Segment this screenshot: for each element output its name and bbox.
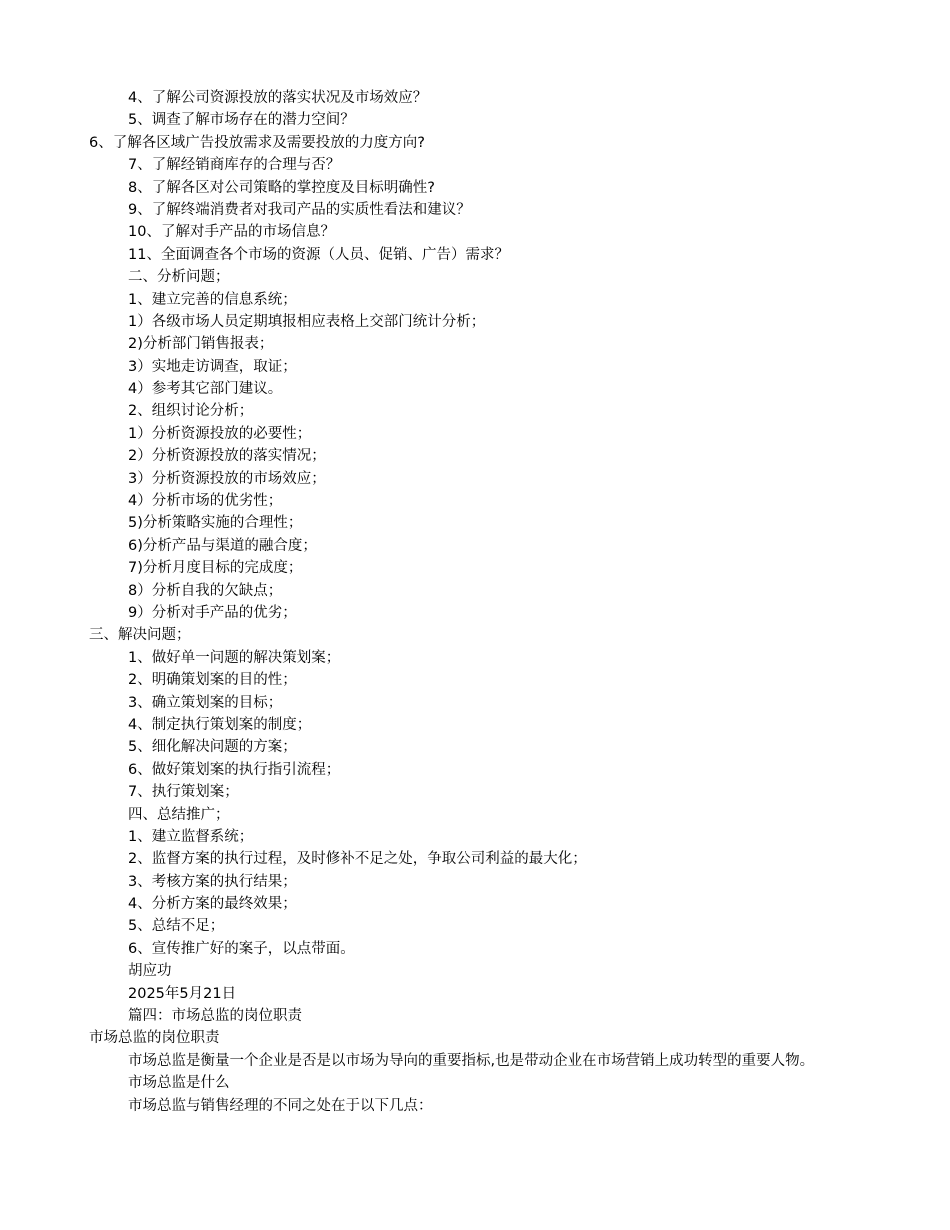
text-line: 7、了解经销商库存的合理与否？	[128, 157, 341, 174]
text-line: 9、了解终端消费者对我司产品的实质性看法和建议？	[128, 201, 471, 218]
paragraph: 市场总监是衡量一个企业是否是以市场为导向的重要指标,也是带动企业在市场营销上成功转型的重要人物。	[128, 1052, 815, 1069]
document-date: 2025年5月21日	[128, 985, 237, 1002]
text-line: 4、了解公司资源投放的落实状况及市场效应？	[128, 90, 428, 106]
text-line: 1）分析资源投放的必要性；	[128, 425, 312, 442]
section-heading: 四、总结推广；	[128, 806, 230, 823]
text-line: 2)分析部门销售报表；	[128, 336, 274, 353]
text-line: 9）分析对手产品的优劣；	[128, 604, 297, 621]
text-line: 5)分析策略实施的合理性；	[128, 515, 303, 532]
text-line: 3、考核方案的执行结果；	[128, 873, 297, 890]
chapter-title: 篇四：市场总监的岗位职责	[128, 1008, 302, 1025]
text-line: 3）分析资源投放的市场效应；	[128, 470, 326, 487]
text-line: 3）实地走访调查，取证；	[128, 358, 297, 375]
text-line: 2、监督方案的执行过程，及时修补不足之处，争取公司利益的最大化；	[128, 851, 587, 868]
text-line: 市场总监是什么	[128, 1075, 230, 1092]
text-line: 1、建立监督系统；	[128, 828, 254, 845]
document-body	[0, 87, 950, 1117]
text-line: 5、总结不足；	[128, 918, 225, 935]
text-line: 6、了解各区域广告投放需求及需要投放的力度方向?	[89, 134, 425, 151]
text-line: 2、明确策划案的目的性；	[128, 672, 297, 689]
text-line: 2、组织讨论分析；	[128, 403, 254, 420]
text-line: 6、做好策划案的执行指引流程；	[128, 761, 341, 778]
text-line: 4、制定执行策划案的制度；	[128, 716, 312, 733]
text-line: 3、确立策划案的目标；	[128, 694, 283, 711]
text-line: 5、细化解决问题的方案；	[128, 739, 297, 756]
text-line: 7、执行策划案；	[128, 784, 239, 801]
text-line: 11、全面调查各个市场的资源（人员、促销、广告）需求？	[128, 246, 509, 263]
text-line: 6、宣传推广好的案子，以点带面。	[128, 940, 355, 957]
section-heading: 三、解决问题；	[89, 627, 191, 644]
text-line: 1、做好单一问题的解决策划案；	[128, 649, 341, 666]
text-line: 4、分析方案的最终效果；	[128, 896, 297, 913]
section-heading: 二、分析问题；	[128, 269, 230, 286]
text-line: 4）分析市场的优劣性；	[128, 493, 283, 510]
text-line: 4）参考其它部门建议。	[128, 381, 283, 398]
text-line: 10、了解对手产品的市场信息？	[128, 224, 335, 241]
text-line: 6)分析产品与渠道的融合度；	[128, 537, 317, 554]
text-line: 1）各级市场人员定期填报相应表格上交部门统计分析；	[128, 313, 486, 330]
text-line: 8）分析自我的欠缺点；	[128, 582, 283, 599]
text-line: 2）分析资源投放的落实情况；	[128, 448, 326, 465]
author-name: 胡应功	[128, 963, 172, 980]
section-heading: 市场总监的岗位职责	[89, 1030, 220, 1047]
text-line: 市场总监与销售经理的不同之处在于以下几点：	[128, 1097, 433, 1114]
text-line: 7)分析月度目标的完成度；	[128, 560, 303, 577]
text-line: 8、了解各区对公司策略的掌控度及目标明确性?	[128, 179, 435, 196]
text-line: 5、调查了解市场存在的潜力空间？	[128, 112, 355, 129]
text-line: 1、建立完善的信息系统；	[128, 291, 297, 308]
